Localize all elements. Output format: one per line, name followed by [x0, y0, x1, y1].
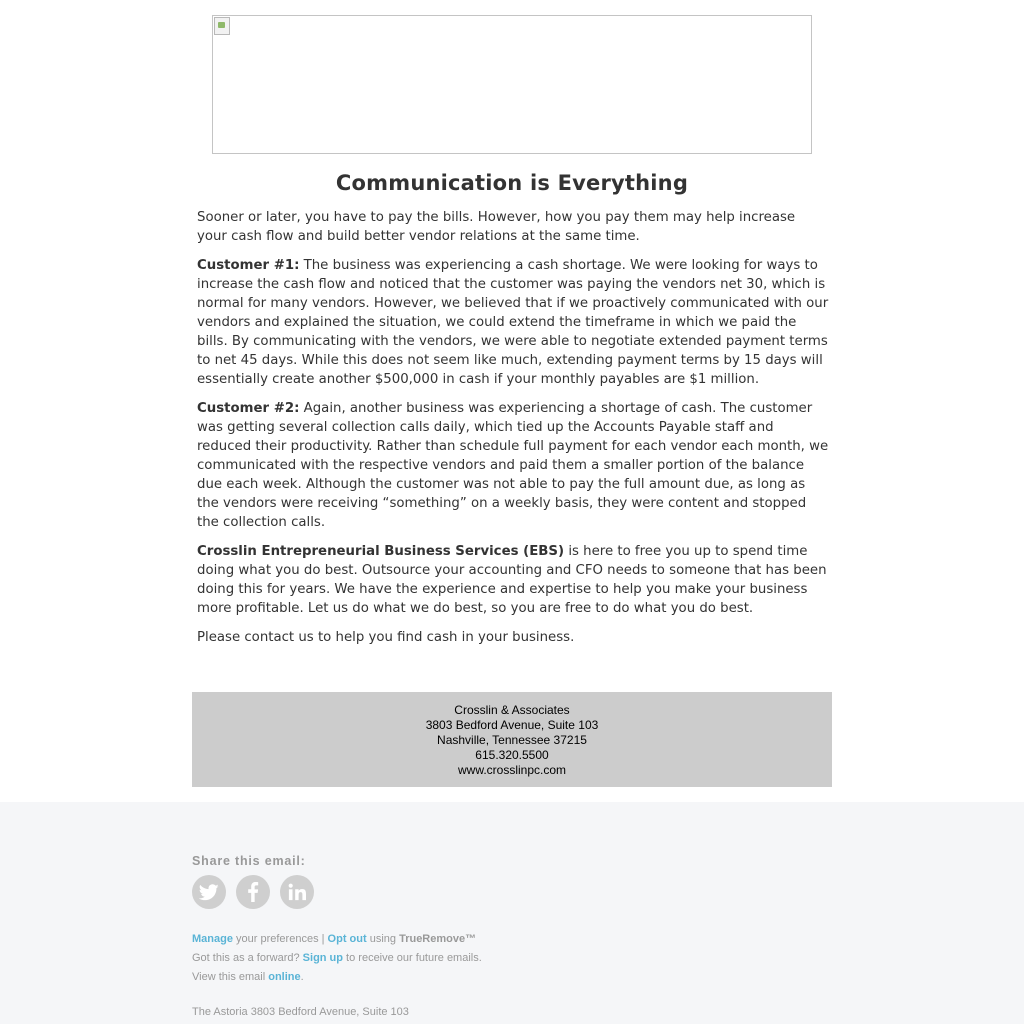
- period: .: [300, 971, 304, 983]
- closing-paragraph: Please contact us to help you find cash in your business.: [197, 630, 575, 645]
- prefs-text: your preferences |: [232, 933, 328, 945]
- company-phone: 615.320.5500: [475, 748, 549, 762]
- company-street: 3803 Bedford Avenue, Suite 103: [425, 718, 599, 732]
- customer-1-paragraph: [197, 256, 829, 389]
- customer-1-text: The business was experiencing a cash shortage. We were looking for ways to increase the cash flow and noticed that the customer was paying the vendors net 30, which is normal for many vendors. However, we believed that if we proactively communicated with our vendors and explained the situation, we could extend the timeframe in which we paid the bills. By communicating with the vendors, we were able to negotiate extended payment terms to net 45 days. While this does not seem like much, extending payment terms by 15 days will essentially create another $500,000 in cash if your monthly payables are $1 million.: [197, 258, 829, 387]
- sign-up-link[interactable]: Sign up: [302, 952, 343, 964]
- manage-link[interactable]: Manage: [192, 933, 233, 945]
- trueremove-label: TrueRemove™: [399, 933, 477, 945]
- using-text: using: [366, 933, 400, 945]
- receive-text: to receive our future emails.: [343, 952, 482, 964]
- view-text: View this email: [192, 971, 269, 983]
- ebs-text: is here to free you up to spend time doing what you do best. Outsource your accounting and CFO needs to someone that has been doing this for years. We have the experience and expertise to help you make your business more profitable. Let us do what we do best, so you are free to do what you do best.: [197, 544, 827, 616]
- share-label: Share this email:: [192, 854, 306, 868]
- customer-2-paragraph: [197, 399, 829, 532]
- forward-text: Got this as a forward?: [192, 952, 303, 964]
- manage-line: [192, 930, 482, 949]
- opt-out-link[interactable]: Opt out: [327, 933, 367, 945]
- customer-1-label: Customer #1:: [197, 258, 300, 273]
- email-footer: [0, 802, 1024, 1024]
- online-link[interactable]: online: [268, 971, 301, 983]
- email-content: [197, 208, 829, 657]
- intro-paragraph: Sooner or later, you have to pay the bills. However, how you pay them may help increase your cash flow and build better vendor relations at the same time.: [197, 210, 796, 244]
- broken-image-icon: [214, 17, 230, 35]
- company-name: Crosslin & Associates: [454, 703, 570, 717]
- twitter-icon[interactable]: [192, 875, 226, 909]
- header-image-placeholder: [212, 15, 812, 154]
- address-block: [192, 692, 832, 787]
- company-website: www.crosslinpc.com: [457, 763, 567, 777]
- ebs-label: Crosslin Entrepreneurial Business Services (EBS): [197, 544, 565, 559]
- company-city: Nashville, Tennessee 37215: [437, 733, 587, 747]
- ebs-paragraph: [197, 542, 829, 618]
- footer-address: The Astoria 3803 Bedford Avenue, Suite 103: [192, 1006, 409, 1018]
- view-online-line: [192, 968, 482, 987]
- email-title: Communication is Everything: [335, 171, 689, 195]
- preferences-block: [192, 930, 482, 987]
- linkedin-icon[interactable]: [280, 875, 314, 909]
- customer-2-label: Customer #2:: [197, 401, 300, 416]
- customer-2-text: Again, another business was experiencing a shortage of cash. The customer was getting several collection calls daily, which tied up the Accounts Payable staff and reduced their productivity. Rather than schedule full payment for each vendor each month, we communicated with the respective vendors and paid them a smaller portion of the balance due each week. Although the customer was not able to pay the full amount due, as long as the vendors were receiving “something” on a weekly basis, they were content and stopped the collection calls.: [197, 401, 829, 530]
- forward-line: [192, 949, 482, 968]
- facebook-icon[interactable]: [236, 875, 270, 909]
